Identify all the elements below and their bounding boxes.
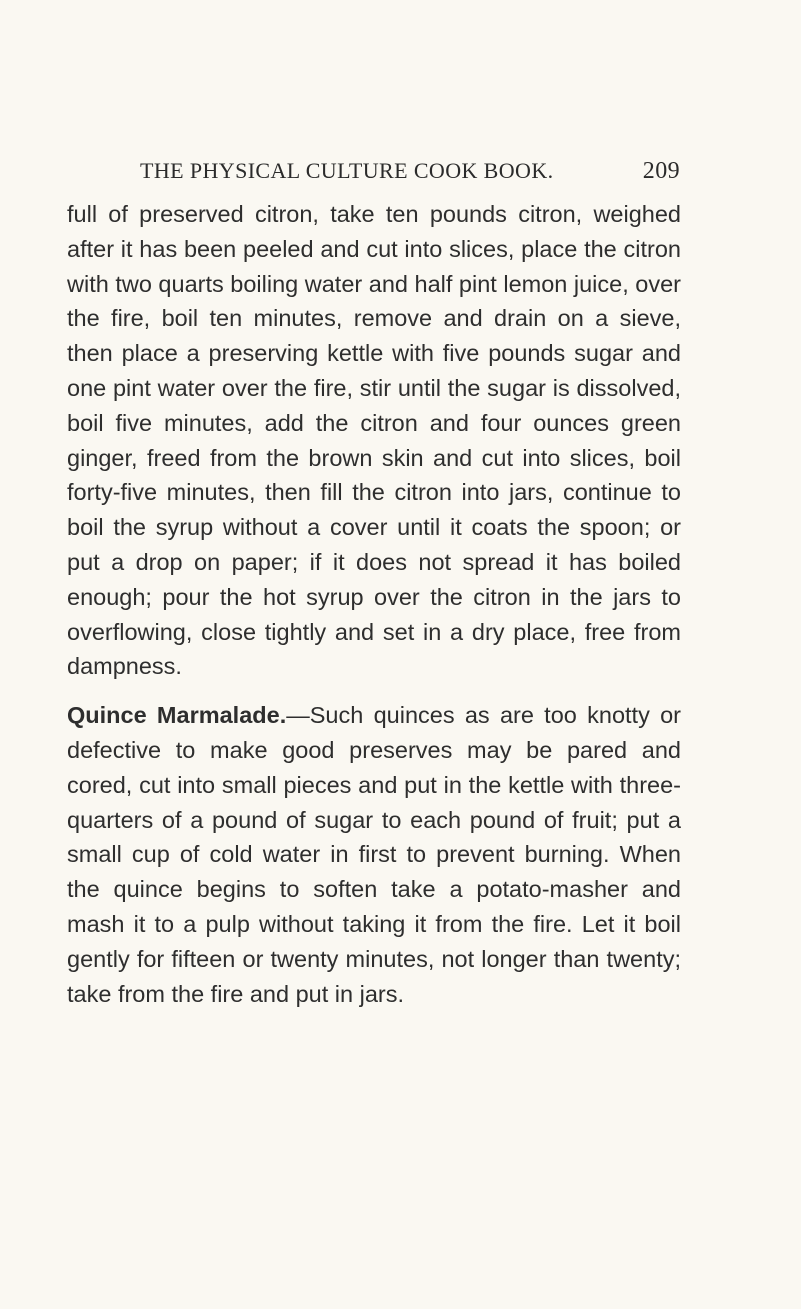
paragraph-citron-continued: [67, 197, 681, 684]
book-title: THE PHYSICAL CULTURE COOK BOOK.: [140, 158, 554, 183]
paragraph-quince-marmalade: [67, 698, 681, 1011]
recipe-heading: Quince Marmalade.: [67, 702, 287, 729]
page-number: 209: [642, 158, 680, 184]
running-head: [140, 158, 680, 188]
page-body: [67, 197, 681, 1011]
paragraph-text: —Such quinces as are too knotty or defective to make good preserves may be pared and cored, cut into small pieces and put in the kettle with three-quarters of a pound of sugar to each pound of fruit; put a small cup of cold water in first to prevent burning. When the quince begins to soften take a potato-masher and mash it to a pulp without taking it from the fire. Let it boil gently for fifteen or twenty minutes, not longer than twenty; take from the fire and put in jars.: [67, 702, 681, 1007]
paragraph-text: full of preserved citron, take ten pounds citron, weighed after it has been peeled and cut into slices, place the citron with two quarts boiling water and half pint lemon juice, over the fire, boil ten minutes, remove and drain on a sieve, then place a preserving kettle with five pounds sugar and one pint water over the fire, stir until the sugar is dissolved, boil five minutes, add the citron and four ounces green ginger, freed from the brown skin and cut into slices, boil forty-five minutes, then fill the citron into jars, continue to boil the syrup without a cover until it coats the spoon; or put a drop on paper; if it does not spread it has boiled enough; pour the hot syrup over the citron in the jars to overflowing, close tightly and set in a dry place, free from dampness.: [67, 201, 681, 680]
